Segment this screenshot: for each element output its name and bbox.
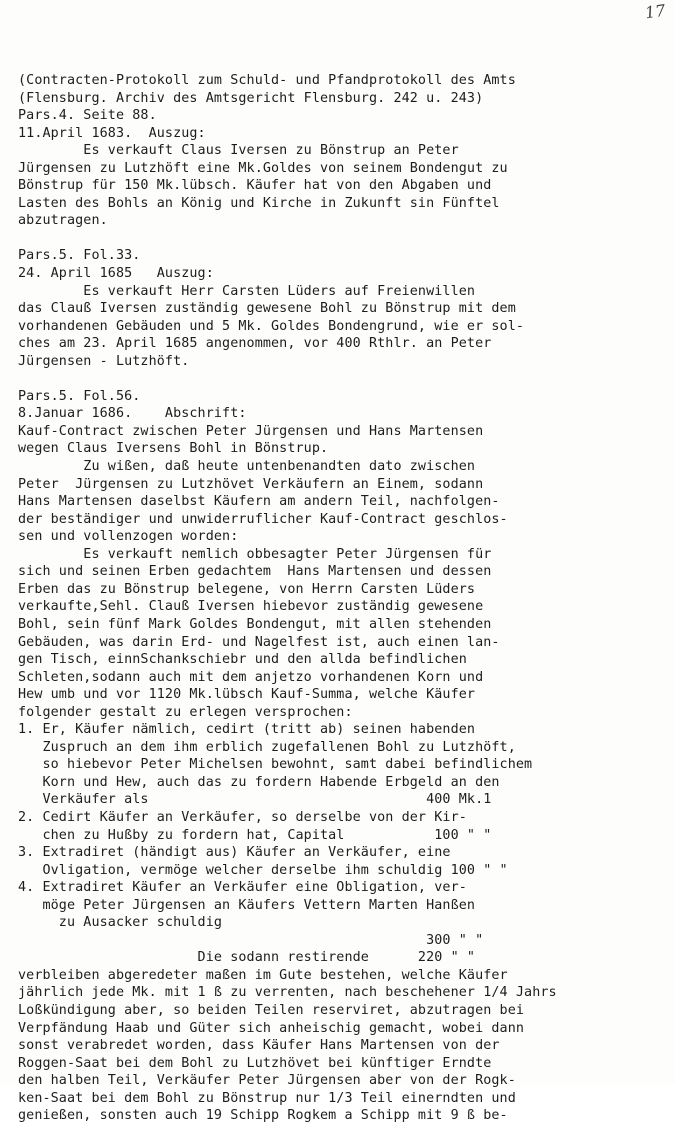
text-line: 11.April 1683. Auszug: — [18, 125, 206, 141]
text-line: vorhandenen Gebäuden und 5 Mk. Goldes Bondengrund, wie er sol- — [18, 318, 525, 334]
text-line: Jürgensen zu Lutzhöft eine Mk.Goldes von seinem Bondengut zu — [18, 160, 508, 176]
text-line: genießen, sonsten auch 19 Schipp Rogkem a Schipp mit 9 ß be- — [18, 1108, 508, 1124]
text-line: zu Ausacker schuldig — [18, 915, 223, 931]
text-line: chen zu Hußby zu fordern hat, Capital 100 " " — [18, 827, 492, 843]
text-line: sonst verabredet worden, dass Käufer Hans Martensen von der — [18, 1038, 500, 1054]
text-line: (Flensburg. Archiv des Amtsgericht Flensburg. 242 u. 243) — [18, 90, 484, 106]
text-line: Pars.4. Seite 88. — [18, 108, 157, 124]
text-line: das Clauß Iversen zuständig gewesene Bohl zu Bönstrup mit dem — [18, 301, 516, 317]
text-line: sen und vollenzogen worden: — [18, 529, 239, 545]
text-line: Erben das zu Bönstrup belegene, von Herrn Carsten Lüders — [18, 581, 476, 597]
text-line: Jürgensen - Lutzhöft. — [18, 353, 190, 369]
text-line: 1. Er, Käufer nämlich, cedirt (tritt ab) seinen habenden — [18, 722, 476, 738]
text-line: abzutragen. — [18, 213, 108, 229]
text-line: Roggen-Saat bei dem Bohl zu Lutzhövet bei künftiger Erndte — [18, 1055, 492, 1071]
text-line: Zu wißen, daß heute untenbenandten dato zwischen — [18, 459, 476, 475]
text-line: (Contracten-Protokoll zum Schuld- und Pfandprotokoll des Amts — [18, 73, 516, 88]
text-line: Verpfändung Haab und Güter sich anheischig gemacht, wobei dann — [18, 1020, 525, 1036]
text-line: Verkäufer als 400 Mk.1 — [18, 792, 492, 808]
text-line: Es verkauft nemlich obbesagter Peter Jürgensen für — [18, 546, 492, 562]
text-line: Bönstrup für 150 Mk.lübsch. Käufer hat von den Abgaben und — [18, 178, 492, 194]
text-line: Ovligation, vermöge welcher derselbe ihm schuldig 100 " " — [18, 862, 508, 878]
text-line — [18, 230, 666, 248]
text-line: Hew umb und vor 1120 Mk.lübsch Kauf-Summa, welche Käufer — [18, 687, 476, 703]
text-line: 300 " " — [18, 932, 484, 948]
text-line: ches am 23. April 1685 angenommen, vor 400 Rthlr. an Peter — [18, 336, 492, 352]
text-line: ken-Saat bei dem Bohl zu Bönstrup nur 1/3 Teil einerndten und — [18, 1090, 516, 1106]
text-line: 3. Extradiret (händigt aus) Käufer an Verkäufer, eine — [18, 845, 451, 861]
document-text — [18, 72, 666, 1125]
text-line: jährlich jede Mk. mit 1 ß zu verrenten, nach beschehener 1/4 Jahrs — [18, 985, 557, 1001]
text-line — [18, 370, 666, 388]
text-line: Bohl, sein fünf Mark Goldes Bondengut, mit allen stehenden — [18, 616, 492, 632]
text-line: Pars.5. Fol.56. — [18, 388, 141, 404]
text-line: Pars.5. Fol.33. — [18, 248, 141, 264]
text-line: Hans Martensen daselbst Käufern am andern Teil, nachfolgen- — [18, 494, 500, 510]
text-line: Es verkauft Herr Carsten Lüders auf Freienwillen — [18, 283, 476, 299]
page-number: 17 — [643, 0, 667, 23]
text-line: folgender gestalt zu erlegen versprochen: — [18, 704, 353, 720]
text-line: Gebäuden, was darin Erd- und Nagelfest ist, auch einen lan- — [18, 634, 500, 650]
text-line: wegen Claus Iversens Bohl in Bönstrup. — [18, 441, 329, 457]
text-line: Schleten,sodann auch mit dem anjetzo vorhandenen Korn und — [18, 669, 484, 685]
text-line: 24. April 1685 Auszug: — [18, 266, 214, 282]
text-line: verkaufte,Sehl. Clauß Iversen hiebevor zuständig gewesene — [18, 599, 484, 615]
text-line: der beständiger und unwiderruflicher Kauf-Contract geschlos- — [18, 511, 508, 527]
text-line: 8.Januar 1686. Abschrift: — [18, 406, 247, 422]
text-line: Loßkündigung aber, so beiden Teilen reserviret, abzutragen bei — [18, 1002, 525, 1018]
text-line: Die sodann restirende 220 " " — [18, 950, 476, 966]
text-line: verbleiben abgeredeter maßen im Gute bestehen, welche Käufer — [18, 967, 508, 983]
text-line: Zuspruch an dem ihm erblich zugefallenen Bohl zu Lutzhöft, — [18, 739, 516, 755]
text-line: 4. Extradiret Käufer an Verkäufer eine Obligation, ver- — [18, 880, 467, 896]
text-line: den halben Teil, Verkäufer Peter Jürgensen aber von der Rogk- — [18, 1073, 516, 1089]
text-line: Es verkauft Claus Iversen zu Bönstrup an Peter — [18, 143, 459, 159]
text-line: Korn und Hew, auch das zu fordern Habende Erbgeld an den — [18, 774, 500, 790]
text-line: so hiebevor Peter Michelsen bewohnt, samt dabei befindlichem — [18, 757, 533, 773]
text-line: Kauf-Contract zwischen Peter Jürgensen und Hans Martensen — [18, 423, 484, 439]
text-line: Lasten des Bohls an König und Kirche in Zukunft sin Fünftel — [18, 195, 500, 211]
text-line: gen Tisch, einnSchankschiebr und den allda befindlichen — [18, 652, 467, 668]
text-line: sich und seinen Erben gedachtem Hans Martensen und dessen — [18, 564, 492, 580]
text-line: möge Peter Jürgensen an Käufers Vettern Marten Hanßen — [18, 897, 476, 913]
text-line: 2. Cedirt Käufer an Verkäufer, so derselbe von der Kir- — [18, 809, 467, 825]
text-line: Peter Jürgensen zu Lutzhövet Verkäufern an Einem, sodann — [18, 476, 484, 492]
